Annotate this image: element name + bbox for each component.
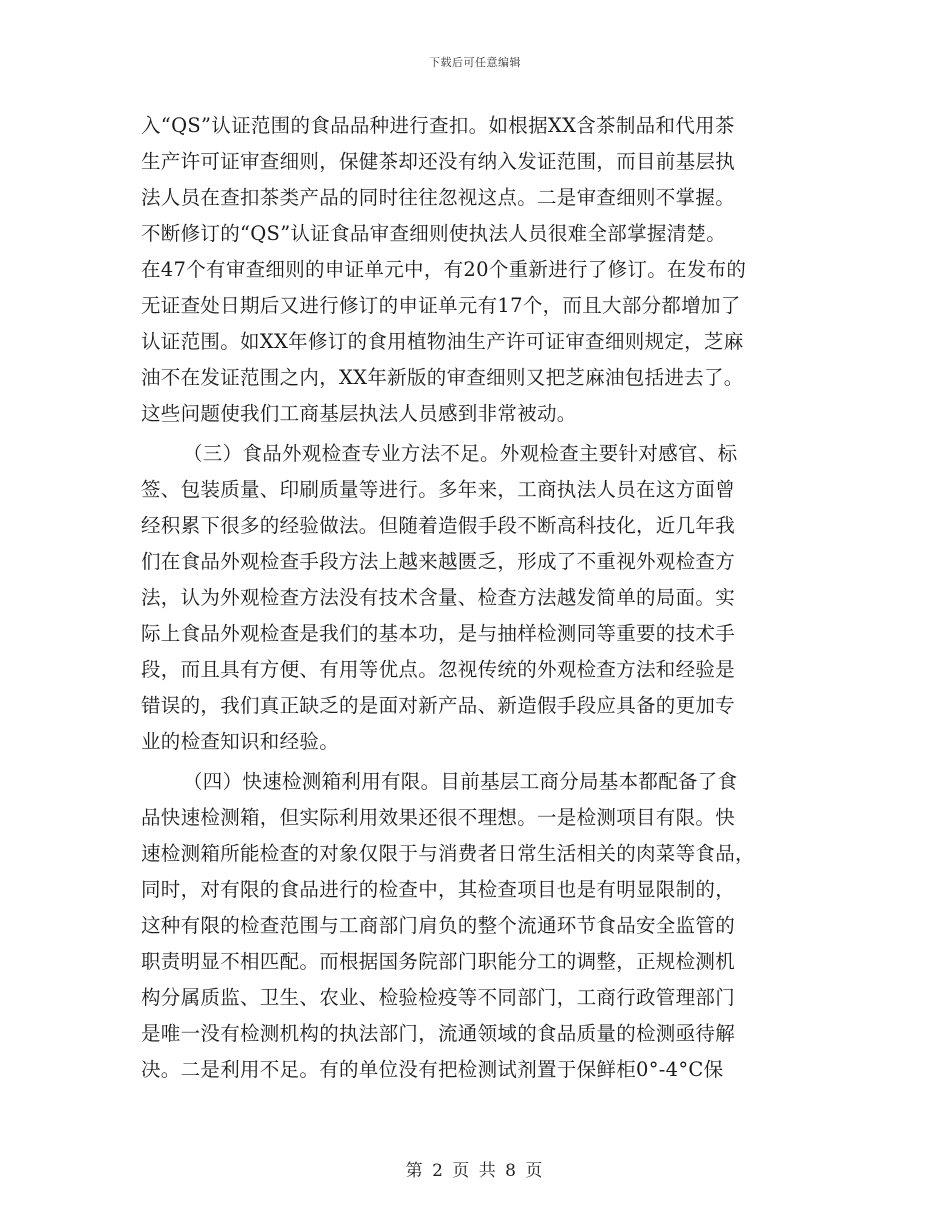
text-line: 经积累下很多的经验做法。但随着造假手段不断高科技化，近几年我 xyxy=(141,514,736,537)
text-line: （三）食品外观检查专业方法不足。外观检查主要针对感官、标 xyxy=(183,442,738,465)
text-line: 签、包装质量、印刷质量等进行。多年来，工商执法人员在这方面曾 xyxy=(141,478,736,501)
text-line: 段，而且具有方便、有用等优点。忽视传统的外观检查方法和经验是 xyxy=(141,658,736,681)
page-number-footer: 第 2 页 共 8 页 xyxy=(405,1161,545,1181)
text-line: 速检测箱所能检查的对象仅限于与消费者日常生活相关的肉菜等食品， xyxy=(141,842,755,865)
text-line: 油不在发证范围之内，XX年新版的审查细则又把芝麻油包括进去了。 xyxy=(141,366,744,389)
text-line: 构分属质监、卫生、农业、检验检疫等不同部门，工商行政管理部门 xyxy=(141,986,736,1009)
text-line: 错误的，我们真正缺乏的是面对新产品、新造假手段应具备的更加专 xyxy=(141,694,736,717)
text-line: 法，认为外观检查方法没有技术含量、检查方法越发简单的局面。实 xyxy=(141,586,736,609)
text-line: 认证范围。如XX年修订的食用植物油生产许可证审查细则规定，芝麻 xyxy=(141,330,744,353)
text-line: 决。二是利用不足。有的单位没有把检测试剂置于保鲜柜0°-4°C保 xyxy=(141,1058,724,1081)
text-line: 入“QS”认证范围的食品品种进行查扣。如根据XX含茶制品和代用茶 xyxy=(141,114,735,137)
paragraph xyxy=(141,108,813,432)
text-line: 法人员在查扣茶类产品的同时往往忽视这点。二是审查细则不掌握。 xyxy=(141,186,736,209)
text-line: 同时，对有限的食品进行的检查中，其检查项目也是有明显限制的， xyxy=(141,878,736,901)
text-line: 职责明显不相匹配。而根据国务院部门职能分工的调整，正规检测机 xyxy=(141,950,736,973)
paragraph xyxy=(141,436,813,760)
text-line: 际上食品外观检查是我们的基本功，是与抽样检测同等重要的技术手 xyxy=(141,622,736,645)
text-line: 业的检查知识和经验。 xyxy=(141,730,340,753)
text-line: 是唯一没有检测机构的执法部门，流通领域的食品质量的检测亟待解 xyxy=(141,1022,736,1045)
text-line: 不断修订的“QS”认证食品审查细则使执法人员很难全部掌握清楚。 xyxy=(141,222,727,245)
page-header: 下载后可任意编辑 xyxy=(429,56,521,69)
text-line: 在47个有审查细则的申证单元中，有20个重新进行了修订。在发布的 xyxy=(141,258,747,281)
text-line: 品快速检测箱，但实际利用效果还很不理想。一是检测项目有限。快 xyxy=(141,806,736,829)
paragraph xyxy=(141,764,813,1088)
document-body xyxy=(141,108,813,1088)
text-line: （四）快速检测箱利用有限。目前基层工商分局基本都配备了食 xyxy=(183,770,738,793)
text-line: 这些问题使我们工商基层执法人员感到非常被动。 xyxy=(141,402,577,425)
text-line: 们在食品外观检查手段方法上越来越匮乏，形成了不重视外观检查方 xyxy=(141,550,736,573)
text-line: 生产许可证审查细则，保健茶却还没有纳入发证范围，而目前基层执 xyxy=(141,150,736,173)
text-line: 无证查处日期后又进行修订的申证单元有17个，而且大部分都增加了 xyxy=(141,294,741,317)
text-line: 这种有限的检查范围与工商部门肩负的整个流通环节食品安全监管的 xyxy=(141,914,736,937)
